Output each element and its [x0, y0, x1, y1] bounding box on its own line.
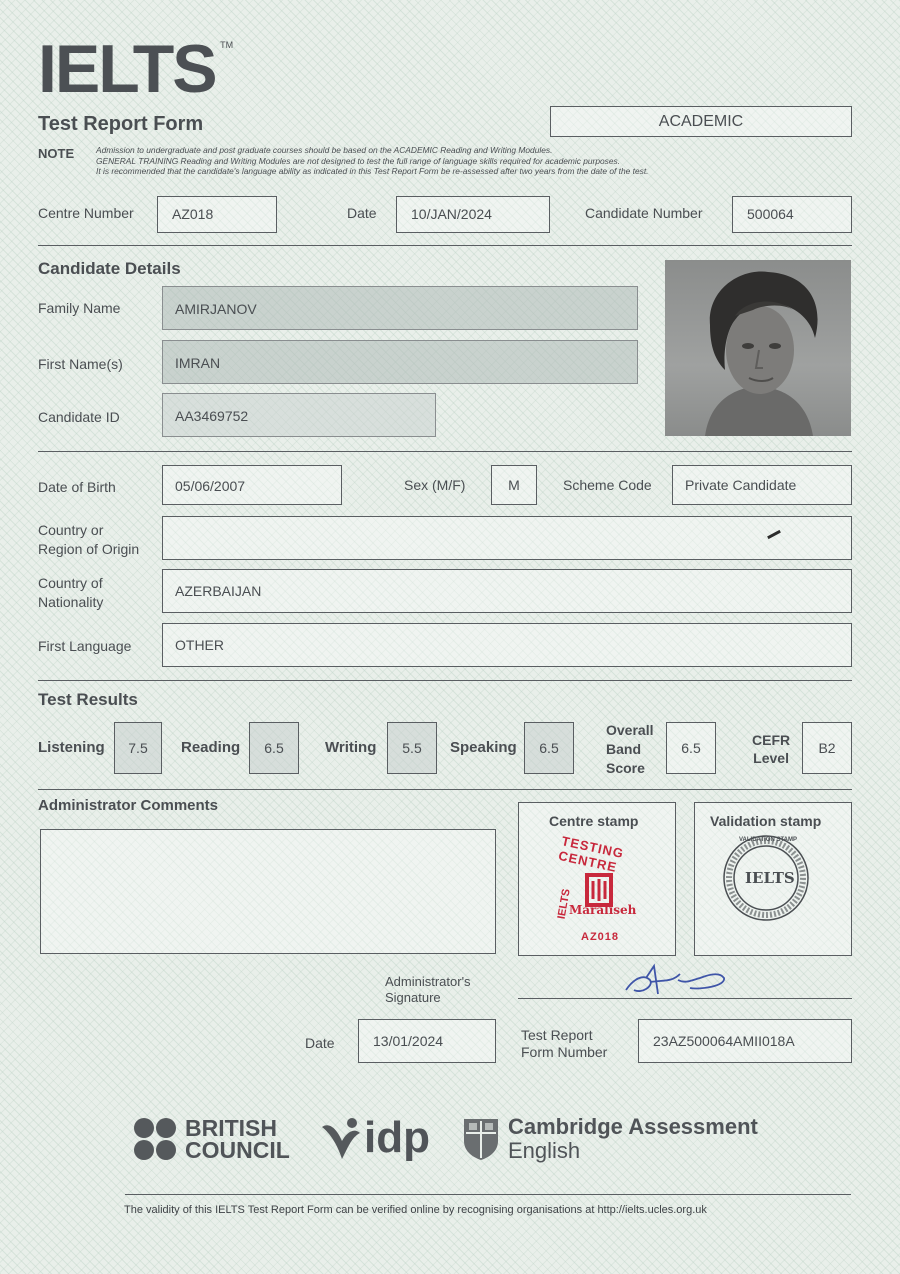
divider [38, 680, 852, 681]
cefr-label: CEFR Level [752, 732, 791, 766]
signature-line [518, 998, 852, 999]
centre-number-label: Centre Number [38, 205, 134, 221]
test-results-heading: Test Results [38, 690, 138, 709]
test-date-field: 10/JAN/2024 [396, 196, 550, 233]
idp-logo: idp [318, 1113, 430, 1163]
divider [38, 451, 852, 452]
validation-inner-text: IELTS [745, 869, 795, 887]
overall-band-label: Overall Band Score [606, 722, 654, 776]
module-value: ACADEMIC [658, 112, 744, 130]
origin-field [162, 516, 852, 560]
stamp-code: AZ018 [581, 931, 620, 943]
candidate-id-label: Candidate ID [38, 409, 120, 425]
portrait-image [665, 260, 851, 436]
family-name-field: AMIRJANOV [162, 286, 638, 330]
origin-label: Country or Region of Origin [38, 522, 140, 557]
page-title: Test Report Form [38, 113, 204, 135]
note-label: NOTE [38, 146, 75, 161]
sex-field: M [491, 465, 537, 505]
reading-score: 6.5 [249, 722, 299, 774]
first-language-field: OTHER [162, 623, 852, 667]
ielts-logo: IELTS ™ [38, 31, 234, 107]
validity-note: The validity of this IELTS Test Report Form can be verified online by recognising organisations at http://ielts.ucles.org.uk [124, 1204, 707, 1216]
module-box [550, 106, 852, 137]
dob-label: Date of Birth [38, 479, 116, 495]
divider [38, 245, 852, 246]
cambridge-shield-icon [462, 1117, 500, 1161]
date-label: Date [347, 205, 377, 221]
listening-label: Listening [38, 739, 105, 756]
listening-score: 7.5 [114, 722, 162, 774]
nationality-field: AZERBAIJAN [162, 569, 852, 613]
validation-ring-text: VALIDATION STAMP [739, 837, 797, 843]
dob-field: 05/06/2007 [162, 465, 342, 505]
candidate-photo [665, 260, 851, 436]
validation-stamp-label: Validation stamp [710, 813, 822, 829]
trf-number-label: Test Report Form Number [521, 1027, 608, 1060]
issue-date-label: Date [305, 1035, 335, 1051]
british-council-dots-icon [133, 1117, 177, 1161]
candidate-id-field: AA3469752 [162, 393, 436, 437]
overall-band-score: 6.5 [666, 722, 716, 774]
candidate-details-heading: Candidate Details [38, 259, 181, 278]
candidate-number-label: Candidate Number [585, 205, 703, 221]
family-name-label: Family Name [38, 300, 121, 316]
stamp-text-mid: Maraliseh [569, 903, 637, 917]
pen-mark [767, 530, 781, 539]
writing-label: Writing [325, 739, 377, 756]
cambridge-logo: Cambridge Assessment English [462, 1115, 758, 1163]
first-name-label: First Name(s) [38, 356, 123, 372]
scheme-code-field: Private Candidate [672, 465, 852, 505]
note-text: Admission to undergraduate and post graduate courses should be based on the ACADEMIC Reading and Writing Modules. GENERAL TRAINING Reading and Writing Modules are not designed to test the full range of language skills required for academic purposes. It is recommended that the candidate's language ability as indicated in this Test Report Form be re-assessed after two years from the date of the test. [96, 145, 649, 176]
speaking-score: 6.5 [524, 722, 574, 774]
centre-number-field: AZ018 [157, 196, 277, 233]
administrator-signature [620, 960, 730, 1002]
admin-comments-heading: Administrator Comments [38, 797, 219, 814]
trf-number-field: 23AZ500064AMII018A [638, 1019, 852, 1063]
idp-swoosh-icon [318, 1113, 362, 1163]
writing-score: 5.5 [387, 722, 437, 774]
footer-divider [125, 1194, 851, 1195]
british-council-logo: BRITISH COUNCIL [133, 1117, 290, 1161]
stamp-text-left: IELTS [555, 888, 573, 920]
speaking-label: Speaking [450, 739, 517, 756]
first-name-field: IMRAN [162, 340, 638, 384]
signature-label: Administrator's Signature [385, 974, 471, 1005]
validation-stamp-box [694, 802, 852, 956]
reading-label: Reading [181, 739, 241, 756]
issue-date-field: 13/01/2024 [358, 1019, 496, 1063]
candidate-number-field: 500064 [732, 196, 852, 233]
centre-stamp-box [518, 802, 676, 956]
first-language-label: First Language [38, 638, 132, 654]
cefr-level: B2 [802, 722, 852, 774]
sex-label: Sex (M/F) [404, 477, 466, 493]
nationality-label: Country of Nationality [38, 575, 104, 610]
scheme-code-label: Scheme Code [563, 477, 652, 493]
stamp-text-top: TESTING CENTRE [557, 833, 626, 875]
admin-comments-box [40, 829, 496, 954]
divider [38, 789, 852, 790]
centre-stamp-label: Centre stamp [549, 813, 639, 829]
